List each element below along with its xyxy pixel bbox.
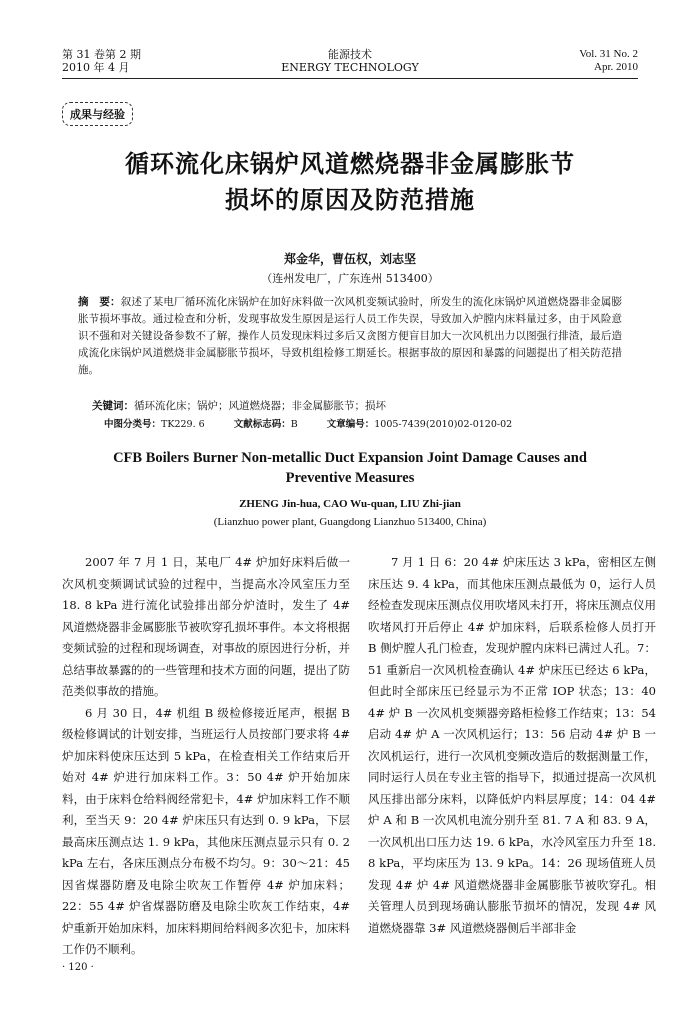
article-number-value: 1005-7439(2010)02-0120-02 [374, 419, 513, 430]
journal-date-en: Apr. 2010 [594, 61, 638, 73]
doc-code-label: 文献标志码： [233, 419, 291, 430]
journal-volume-en: Vol. 31 No. 2 [579, 48, 638, 60]
body-column-right [368, 552, 656, 939]
abstract-label: 摘 要： [78, 296, 121, 308]
body-paragraph: 2007 年 7 月 1 日，某电厂 4# 炉加好床料后做一次风机变频调试试验的过程中，当提高水冷风室压力至 18. 8 kPa 进行流化试验排出部分炉渣时，发生了 4# 风道燃烧器非金属膨胀节被吹穿孔损坏事件。本文将根据变频试验的过程和现场调查，对事故的原因进行分析，并总结事故暴露的的一些管理和技术方面的问题，提出了防范类似事故的措施。 [62, 555, 350, 698]
classification-info [104, 416, 622, 430]
authors: 郑金华，曹伍权，刘志坚 [283, 252, 416, 266]
paper-title [40, 146, 660, 218]
journal-date: 2010 年 4 月 [62, 61, 130, 74]
column-badge: 成果与经验 [62, 102, 133, 126]
english-title-line-2: Preventive Measures [285, 470, 415, 486]
page-number: · 120 · [62, 962, 94, 973]
doc-code-value: B [290, 419, 298, 430]
clc-label: 中图分类号： [104, 419, 162, 430]
body-paragraph: 7 月 1 日 6：20 4# 炉床压达 3 kPa，密相区左侧床压达 9. 4 kPa，而其他床压测点最低为 0，运行人员经检查发现床压测点仪用吹堵风未打开，将床压测点仪用吹堵风打开后停止 4# 炉加床料，后联系检修人员打开 B 侧炉膛人孔门检查，发现炉膛内床料已满过人孔。7：51 重新启一次风机检查确认 4# 炉床压已经达 6 kPa，但此时全部床压已经显示为不正常 IOP 状态；13：40 4# 炉 B 一次风机变频器旁路柜检修工作结束；13：54 启动 4# 炉 A 一次风机运行；13：56 启动 4# 炉 B 一次风机运行，进行一次风机变频改造后的数据测量工作，同时运行人员在专业主管的指导下，拟通过提高一次风机风压排出部分床料，以降低炉内料层厚度；14：04 4# 炉 A 和 B 一次风机电流分别升至 81. 7 A 和 83. 9 A，一次风机出口压力达 19. 6 kPa，水冷风室压力升至 18. 8 kPa，平均床压为 13. 9 kPa。14：26 现场值班人员发现 4# 炉 4# 风道燃烧器非金属膨胀节被吹穿孔。相关管理人员到现场确认膨胀节损坏的情况，发现 4# 风道燃烧器靠 3# 风道燃烧器侧后半部非金 [368, 555, 656, 935]
keywords-label: 关键词： [92, 400, 134, 412]
affiliation: （连州发电厂，广东连州 513400） [261, 272, 439, 285]
journal-issue-en [579, 48, 638, 74]
paper-title-line-2: 损坏的原因及防范措施 [225, 186, 475, 214]
clc-value: TK229. 6 [161, 419, 205, 430]
journal-volume-issue: 第 31 卷第 2 期 [62, 48, 141, 61]
journal-name-cn: 能源技术 [328, 48, 372, 61]
english-title-line-1: CFB Boilers Burner Non-metallic Duct Expansion Joint Damage Causes and [113, 450, 587, 466]
abstract [78, 294, 622, 379]
english-affiliation: (Lianzhuo power plant, Guangdong Lianzhuo 513400, China) [213, 516, 487, 528]
article-number-label: 文章编号： [326, 419, 375, 430]
header-rule [62, 78, 638, 79]
journal-name [250, 48, 450, 74]
paper-title-line-1: 循环流化床锅炉风道燃烧器非金属膨胀节 [125, 150, 575, 178]
keywords [92, 398, 622, 413]
keywords-text: 循环流化床；锅炉；风道燃烧器；非金属膨胀节；损坏 [134, 400, 386, 412]
english-authors: ZHENG Jin-hua, CAO Wu-quan, LIU Zhi-jian [239, 498, 461, 510]
english-title [60, 448, 640, 488]
body-paragraph: 6 月 30 日，4# 机组 B 级检修接近尾声，根据 B 级检修调试的计划安排，当班运行人员按部门要求将 4# 炉加床料使床压达到 5 kPa，在检查相关工作结束后开始对 4# 炉进行加床料工作。3：50 4# 炉开始加床料，由于床料仓给料阀经常犯卡，4# 炉加床料工作不顺利，至当天 9：20 4# 炉床压只有达到 0. 9 kPa，下层最高床压测点达 1. 9 kPa，其他床压测点显示只有 0. 2 kPa 左右，各床压测点分布极不均匀。9：30～21：45 因省煤器防磨及电除尘吹灰工作暂停 4# 炉加床料；22：55 4# 炉省煤器防磨及电除尘吹灰工作结束，4# 炉重新开始加床料，加床料期间给料阀多次犯卡，加床料工作仍不顺利。 [62, 705, 350, 956]
body-column-left [62, 552, 350, 961]
journal-issue [62, 48, 141, 74]
journal-name-en: ENERGY TECHNOLOGY [281, 61, 419, 74]
abstract-text: 叙述了某电厂循环流化床锅炉在加好床料做一次风机变频试验时，所发生的流化床锅炉风道燃烧器非金属膨胀节损坏事故。通过检查和分析，发现事故发生原因是运行人员工作失误，导致加入炉膛内床料量过多，由于风险意识不强和对关键设备参数不了解，操作人员发现床料过多后又贪图方便盲目加大一次风机出力以图强行排渣，最后造成流化床锅炉风道燃烧非金属膨胀节损坏，导致机组检修工期延长。根据事故的原因和暴露的问题提出了相关防范措施。 [78, 296, 623, 376]
